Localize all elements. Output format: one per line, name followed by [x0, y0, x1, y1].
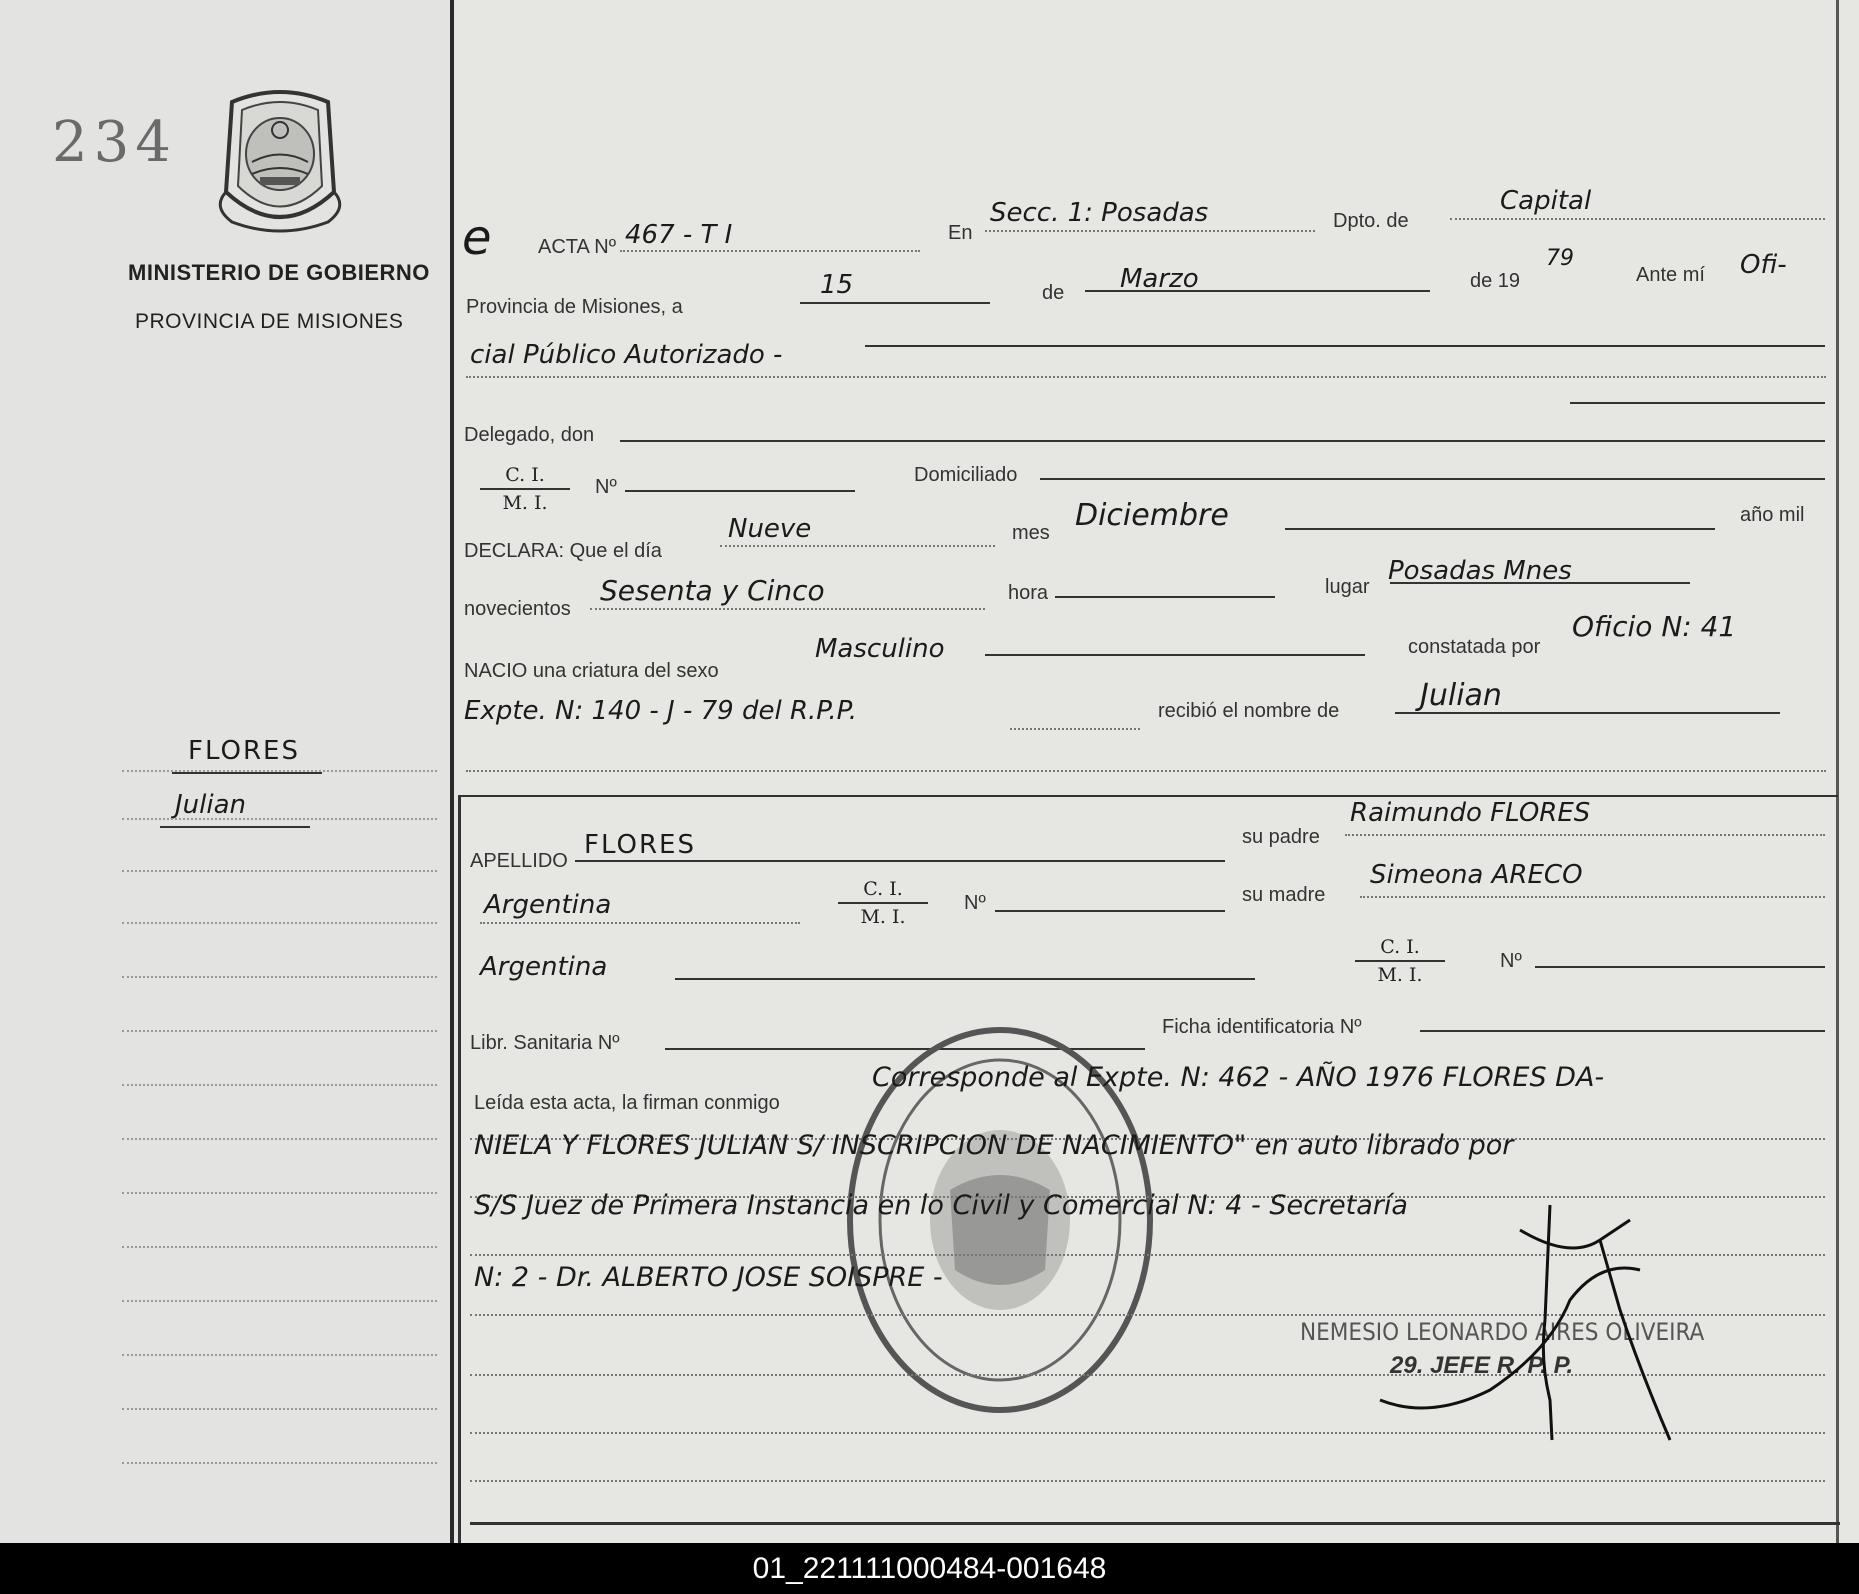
note-line-1: Corresponde al Expte. N: 462 - AÑO 1976 FLORES DA- [872, 1062, 1605, 1093]
note-line-3: S/S Juez de Primera Instancia en lo Civil y Comercial N: 4 - Secretaría [474, 1190, 1408, 1221]
madre-label: su madre [1242, 884, 1326, 906]
nacio-label: NACIO una criatura del sexo [464, 660, 719, 682]
handwritten-signature-icon [1370, 1200, 1700, 1450]
novecientos-label: novecientos [464, 598, 571, 620]
margin-given-name-underline [160, 826, 310, 828]
recibio-label: recibió el nombre de [1158, 700, 1340, 722]
birth-place-value: Posadas Mnes [1388, 556, 1572, 586]
hora-label: hora [1008, 582, 1049, 604]
province-seal-icon [212, 82, 348, 240]
acta-label: ACTA Nº [538, 236, 617, 258]
no-label-2: Nº [964, 892, 986, 914]
year-label: de 19 [1470, 270, 1521, 292]
month-value: Marzo [1120, 264, 1199, 294]
day-value: 15 [820, 270, 854, 300]
no-label-3: Nº [1500, 950, 1522, 972]
right-border [1836, 0, 1839, 1543]
apellido-label: APELLIDO [470, 850, 568, 872]
ficha-label: Ficha identificatoria Nº [1162, 1016, 1362, 1038]
expte-value: Expte. N: 140 - J - 79 del R.P.P. [464, 696, 858, 726]
ministry-name: MINISTERIO DE GOBIERNO [128, 260, 430, 285]
padre-label: su padre [1242, 826, 1320, 848]
birth-day-value: Nueve [728, 514, 812, 544]
bottom-border [470, 1522, 1840, 1525]
ci-mi-fraction-2: C. I. M. I. [838, 878, 928, 928]
margin-given-name: Julian [175, 790, 247, 820]
ci-mi-fraction-1: C. I. M. I. [480, 464, 570, 514]
no-label-1: Nº [595, 476, 617, 498]
padre-nationality: Argentina [484, 890, 612, 920]
constatada-label: constatada por [1408, 636, 1541, 658]
official-value: cial Público Autorizado - [470, 340, 783, 370]
ante-value: Ofi- [1740, 250, 1787, 280]
ci-mi-fraction-3: C. I. M. I. [1355, 936, 1445, 986]
libreta-label: Libr. Sanitaria Nº [470, 1032, 620, 1054]
year-value: 79 [1546, 246, 1574, 271]
ante-label: Ante mí [1636, 264, 1705, 286]
dpto-value: Capital [1500, 186, 1592, 216]
note-line-2: NIELA Y FLORES JULIAN S/ INSCRIPCION DE NACIMIENTO" en auto librado por [474, 1130, 1514, 1161]
domiciliado-label: Domiciliado [914, 464, 1018, 486]
apellido-value: FLORES [584, 830, 696, 860]
dpto-label: Dpto. de [1333, 210, 1409, 232]
birth-year-value: Sesenta y Cinco [600, 574, 825, 607]
note-line-4: N: 2 - Dr. ALBERTO JOSE SOISPRE - [474, 1262, 943, 1293]
constatada-value: Oficio N: 41 [1572, 610, 1737, 643]
vertical-divider-inner [458, 795, 461, 1543]
en-label: En [948, 222, 973, 244]
signatory-title: 29. JEFE R. P. P. [1390, 1352, 1574, 1379]
delegado-label: Delegado, don [464, 424, 595, 446]
de-label: de [1042, 282, 1065, 304]
padre-value: Raimundo FLORES [1350, 798, 1591, 828]
province-name: PROVINCIA DE MISIONES [135, 310, 404, 333]
name-value: Julian [1420, 678, 1502, 713]
madre-value: Simeona ARECO [1370, 860, 1583, 890]
madre-nationality: Argentina [480, 952, 608, 982]
section-divider [458, 795, 1838, 797]
sex-value: Masculino [815, 634, 945, 664]
leida-label: Leída esta acta, la firman conmigo [474, 1092, 780, 1114]
birth-month-value: Diciembre [1075, 498, 1229, 533]
anio-label: año mil [1740, 504, 1805, 526]
declara-label: DECLARA: Que el día [464, 540, 662, 562]
image-id-footer: 01_221111000484-001648 [0, 1543, 1859, 1594]
en-value: Secc. 1: Posadas [990, 198, 1209, 228]
acta-value: 467 - T I [625, 220, 733, 250]
lugar-label: lugar [1325, 576, 1370, 598]
margin-surname: FLORES [188, 736, 300, 766]
mes-label: mes [1012, 522, 1050, 544]
margin-surname-underline [172, 772, 322, 774]
provincia-label: Provincia de Misiones, a [466, 296, 683, 318]
record-number: 234 [52, 110, 177, 175]
handwritten-mark: e [462, 210, 492, 266]
signatory-name: NEMESIO LEONARDO AIRES OLIVEIRA [1300, 1318, 1705, 1346]
vertical-divider [450, 0, 454, 1543]
